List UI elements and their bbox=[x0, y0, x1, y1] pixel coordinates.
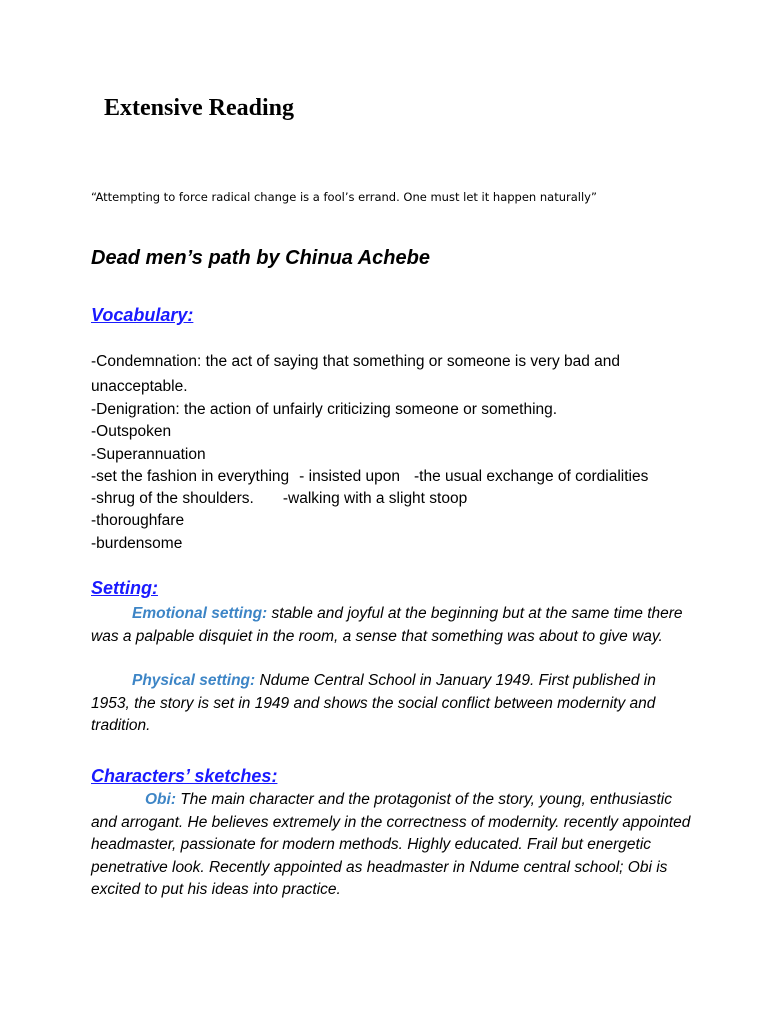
obi-character-paragraph bbox=[91, 789, 691, 902]
vocab-text: -burdensome bbox=[91, 534, 183, 552]
physical-setting-text: Ndume Central School in January 1949. First published in 1953, the story is set in 1949 and shows the social conflict between modernity and tradition. bbox=[91, 672, 656, 734]
emotional-setting-text: stable and joyful at the beginning but at the same time there was a palpable disquiet in the room, a sense that something was about to give way. bbox=[91, 605, 683, 645]
vocab-text: -Outspoken bbox=[91, 423, 172, 441]
vocab-item-condemnation-line1 bbox=[91, 349, 671, 399]
vocab-phrase: -shrug of the shoulders. bbox=[91, 490, 254, 508]
vocab-item-thoroughfare bbox=[91, 510, 691, 532]
physical-setting-paragraph bbox=[91, 670, 691, 738]
vocab-text: -Superannuation bbox=[91, 445, 206, 463]
obi-label: Obi: bbox=[145, 791, 176, 808]
epigraph-quote: “Attempting to force radical change is a fool’s errand. One must let it happen naturally” bbox=[91, 190, 597, 204]
vocab-item-outspoken bbox=[91, 421, 691, 443]
vocab-item-burdensome bbox=[91, 533, 691, 555]
vocab-item-shrug bbox=[91, 488, 691, 510]
document-title: Extensive Reading bbox=[104, 95, 295, 121]
vocab-item-superannuation bbox=[91, 444, 691, 466]
emotional-setting-label: Emotional setting: bbox=[132, 605, 268, 622]
vocab-phrase: -the usual exchange of cordialities bbox=[413, 467, 649, 485]
vocab-item-denigration bbox=[91, 399, 691, 421]
vocab-text: -Condemnation: the act of saying that something or someone is very bad and unacceptable. bbox=[91, 353, 621, 395]
vocabulary-list bbox=[91, 349, 691, 555]
setting-heading: Setting: bbox=[91, 578, 158, 598]
vocab-phrase: -walking with a slight stoop bbox=[282, 490, 468, 508]
story-title: Dead men’s path by Chinua Achebe bbox=[91, 247, 430, 269]
obi-text: The main character and the protagonist of the story, young, enthusiastic and arrogant. He believes extremely in the correctness of modernity. recently appointed headmaster, passionate for modern methods. Highly educated. Frail but energetic penetrative look. Recently appointed as headmaster in Ndume central school; Obi is excited to put his ideas into practice. bbox=[91, 791, 691, 899]
vocab-phrase: - insisted upon bbox=[299, 467, 400, 485]
physical-setting-label: Physical setting: bbox=[132, 672, 256, 689]
vocab-text: -Denigration: the action of unfairly criticizing someone or something. bbox=[91, 401, 558, 418]
vocabulary-heading: Vocabulary: bbox=[91, 305, 194, 325]
characters-heading: Characters’ sketches: bbox=[91, 766, 278, 786]
vocab-item-set-the-fashion bbox=[91, 466, 691, 488]
vocab-text: -thoroughfare bbox=[91, 512, 185, 530]
emotional-setting-paragraph bbox=[91, 603, 691, 648]
vocab-phrase: -set the fashion in everything bbox=[91, 467, 290, 485]
